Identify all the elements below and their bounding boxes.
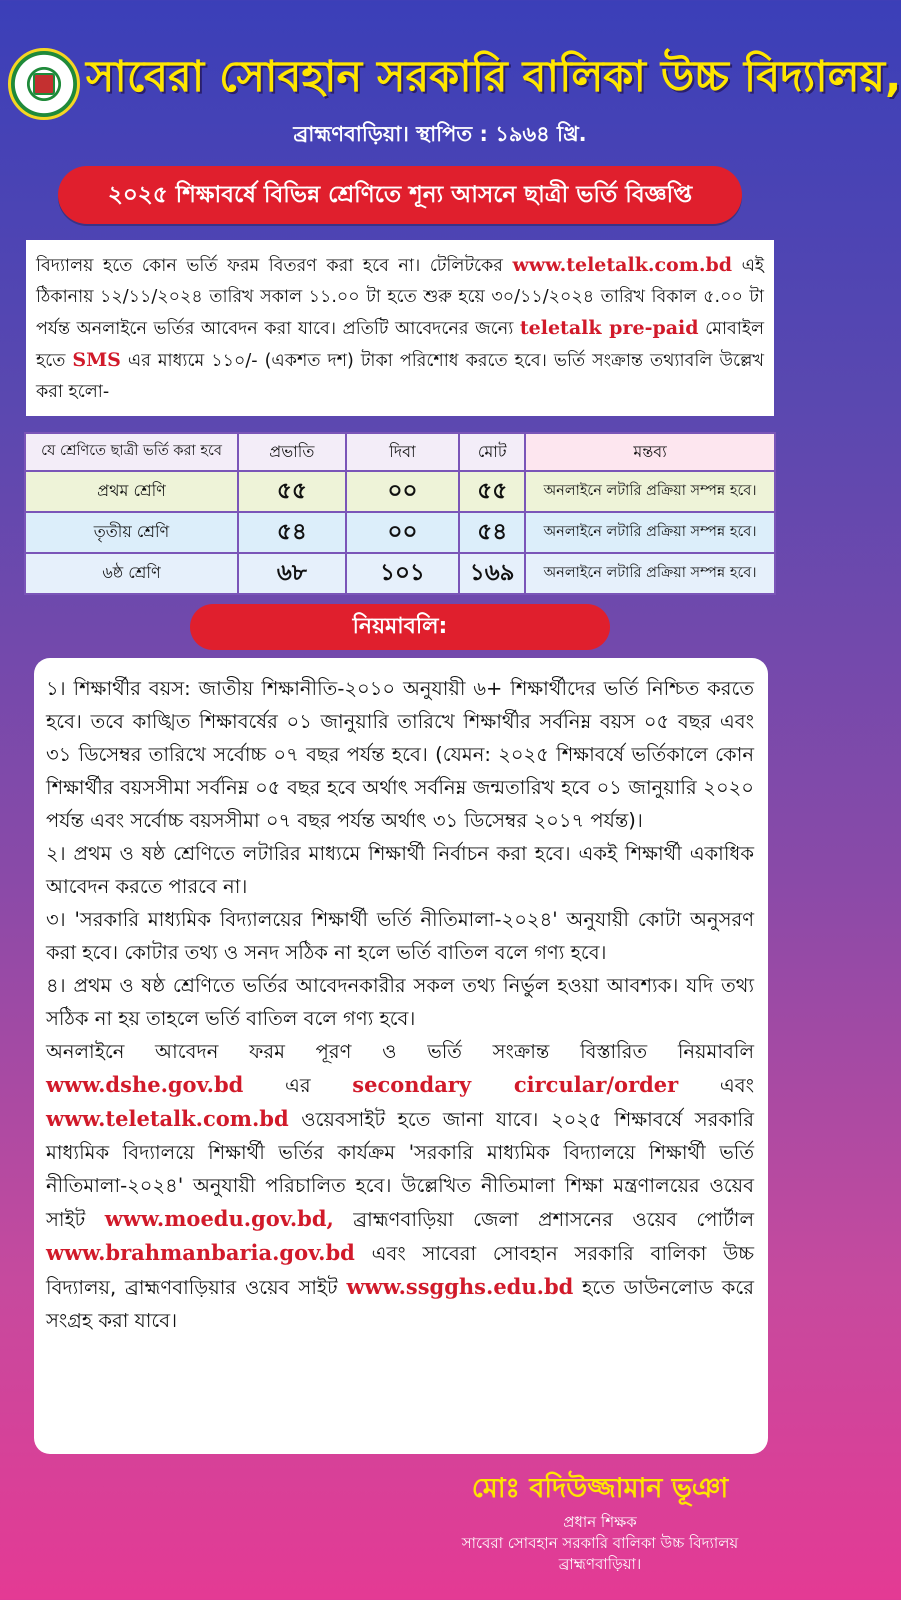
table-row [25,471,775,512]
class-cell: প্রথম শ্রেণি [25,471,238,512]
signature-block [430,1512,770,1575]
morning-cell: ৫৪ [238,512,346,553]
headmaster-name: মোঃ বদিউজ্জামান ভূঞা [471,1473,729,1504]
signature-school: সাবেরা সোবহান সরকারি বালিকা উচ্চ বিদ্যালয় [461,1534,739,1552]
rules-title: নিয়মাবলি: [352,613,448,639]
rules-title-banner [190,604,610,650]
morning-cell: ৬৮ [238,553,346,594]
teletalk-link-2[interactable]: www.teletalk.com.bd [46,1106,289,1131]
intro-paragraph [26,240,774,416]
day-cell: ০০ [346,471,460,512]
day-cell: ১০১ [346,553,460,594]
intro-text: বিদ্যালয় হতে কোন ভর্তি ফরম বিতরণ করা হবে না। টেলিটকের [36,256,513,276]
notice-title-banner [58,166,742,224]
remark-cell: অনলাইনে লটারি প্রক্রিয়া সম্পন্ন হবে। [525,471,775,512]
class-cell: তৃতীয় শ্রেণি [25,512,238,553]
headmaster-role: প্রধান শিক্ষক [563,1513,637,1531]
closing-text: এর [243,1074,353,1097]
closing-text: এবং [678,1074,755,1097]
col-header-day: দিবা [346,433,460,471]
col-header-class: যে শ্রেণিতে ছাত্রী ভর্তি করা হবে [25,433,238,471]
rule-item-3: ৩। 'সরকারি মাধ্যমিক বিদ্যালয়ের শিক্ষার্থী ভর্তি নীতিমালা-২০২৪' অনুযায়ী কোটা অনুসরণ করা হবে। কোটার তথ্য ও সনদ সঠিক না হলে ভর্তি বাতিল বলে গণ্য হবে। [46,908,754,964]
morning-cell: ৫৫ [238,471,346,512]
intro-text: এর মাধ্যমে ১১০/- (একশত দশ) টাকা পরিশোধ করতে হবে। ভর্তি সংক্রান্ত তথ্যাবলি উল্লেখ করা হলো- [36,351,764,402]
col-header-remarks: মন্তব্য [525,433,775,471]
total-cell: ৫৪ [459,512,525,553]
book-emblem-icon [33,73,55,95]
rules-section [34,658,768,1454]
dshe-link[interactable]: www.dshe.gov.bd [46,1072,244,1097]
closing-text: অনলাইনে আবেদন ফরম পূরণ ও ভর্তি সংক্রান্ত বিস্তারিত নিয়মাবলি [46,1040,754,1063]
table-row [25,553,775,594]
rule-item-4: ৪। প্রথম ও ষষ্ঠ শ্রেণিতে ভর্তির আবেদনকারীর সকল তথ্য নির্ভুল হওয়া আবশ্যক। যদি তথ্য সঠিক না হয় তাহলে ভর্তি বাতিল বলে গণ্য হবে। [46,974,754,1030]
ssgghs-link[interactable]: www.ssgghs.edu.bd [346,1274,574,1299]
moedu-link[interactable]: www.moedu.gov.bd, [104,1206,334,1231]
closing-text: ব্রাহ্মণবাড়িয়া জেলা প্রশাসনের ওয়েব পোর্টাল [333,1208,754,1231]
school-logo [8,48,80,120]
notice-title: ২০২৫ শিক্ষাবর্ষে বিভিন্ন শ্রেণিতে শূন্য আসনে ছাত্রী ভর্তি বিজ্ঞপ্তি [107,181,693,208]
closing-text: হতে ডাউনলোড করে সংগ্রহ করা যাবে। [46,1276,754,1332]
total-cell: ১৬৯ [459,553,525,594]
total-cell: ৫৫ [459,471,525,512]
rules-closing-paragraph [46,1035,754,1337]
remark-cell: অনলাইনে লটারি প্রক্রিয়া সম্পন্ন হবে। [525,512,775,553]
sms-highlight: SMS [72,349,121,371]
day-cell: ০০ [346,512,460,553]
teletalk-prepaid-highlight: teletalk pre-paid [519,317,699,339]
table-row [25,512,775,553]
intro-text: এই ঠিকানায় ১২/১১/২০২৪ তারিখ সকাল ১১.০০ টা হতে শুরু হয়ে ৩০/১১/২০২৪ তারিখ বিকাল ৫.০০ টা পর্যন্ত অনলাইনে ভর্তির আবেদন করা যাবে। প্রতিটি আবেদনের জন্যে [36,256,764,339]
rule-item-2: ২। প্রথম ও ষষ্ঠ শ্রেণিতে লটারির মাধ্যমে শিক্ষার্থী নির্বাচন করা হবে। একই শিক্ষার্থী একাধিক আবেদন করতে পারবে না। [46,842,754,898]
col-header-morning: প্রভাতি [238,433,346,471]
rule-item-1: ১। শিক্ষার্থীর বয়স: জাতীয় শিক্ষানীতি-২০১০ অনুযায়ী ৬+ শিক্ষার্থীদের ভর্তি নিশ্চিত করতে হবে। তবে কাঙ্খিত শিক্ষাবর্ষের ০১ জানুয়ারি তারিখে শিক্ষার্থীর সর্বনিম্ন বয়স ০৫ বছর এবং ৩১ ডিসেম্বর তারিখে সর্বোচ্চ ০৭ বছর পর্যন্ত হবে। (যেমন: ২০২৫ শিক্ষাবর্ষে ভর্তিকালে কোন শিক্ষার্থীর বয়সসীমা সর্বনিম্ন ০৫ বছর হবে অর্থাৎ সর্বনিম্ন জন্মতারিখ হবে ০১ জানুয়ারি ২০২০ পর্যন্ত এবং সর্বোচ্চ বয়সসীমা ০৭ বছর পর্যন্ত অর্থাৎ ৩১ ডিসেম্বর ২০১৭ পর্যন্ত)। [46,677,754,832]
teletalk-link[interactable]: www.teletalk.com.bd [512,254,733,276]
secondary-circular-link[interactable]: secondary circular/order [352,1072,679,1097]
class-cell: ৬ষ্ঠ শ্রেণি [25,553,238,594]
school-subtitle: ব্রাহ্মণবাড়িয়া। স্থাপিত : ১৯৬৪ খ্রি. [293,122,587,146]
closing-text: ওয়েবসাইট হতে জানা যাবে। ২০২৫ শিক্ষাবর্ষে সরকারি মাধ্যমিক বিদ্যালয়ে শিক্ষার্থী ভর্তির কার্যক্রম 'সরকারি মাধ্যমিক বিদ্যালয়ে শিক্ষার্থী ভর্তি নীতিমালা-২০২৪' অনুযায়ী পরিচালিত হবে। উল্লেখিত নীতিমালা শিক্ষা মন্ত্রণালয়ের ওয়েব সাইট [46,1108,754,1231]
intro-text: মোবাইল হতে [36,319,765,371]
remark-cell: অনলাইনে লটারি প্রক্রিয়া সম্পন্ন হবে। [525,553,775,594]
signature-location: ব্রাহ্মণবাড়িয়া। [558,1555,642,1573]
table-header-row [25,433,775,471]
admission-seats-table [24,432,776,595]
col-header-total: মোট [459,433,525,471]
brahmanbaria-link[interactable]: www.brahmanbaria.gov.bd [46,1240,355,1265]
school-name: সাবেরা সোবহান সরকারি বালিকা উচ্চ বিদ্যালয়, [86,52,901,102]
closing-text: এবং সাবেরা সোবহান সরকারি বালিকা উচ্চ বিদ্যালয়, ব্রাহ্মণবাড়িয়ার ওয়েব সাইট [46,1242,754,1299]
